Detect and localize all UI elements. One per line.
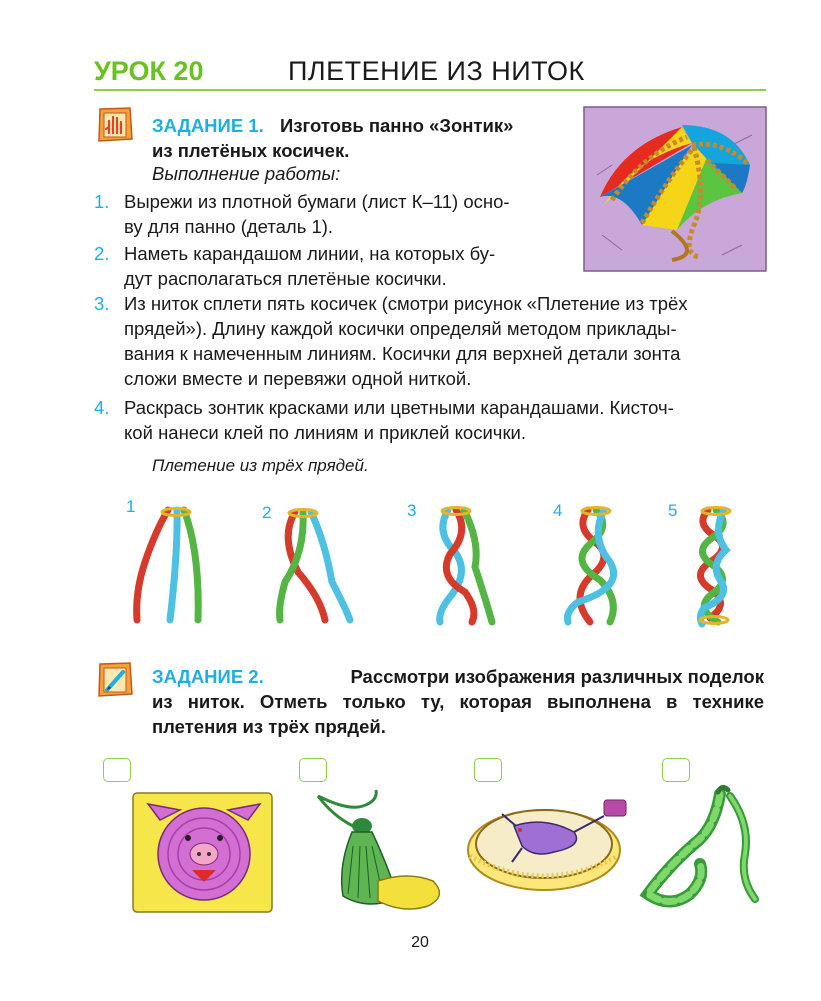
braid-stage-2 — [280, 510, 350, 621]
braid-stage-1 — [137, 509, 199, 621]
page-number: 20 — [411, 934, 429, 951]
craft-checkbox-tassel[interactable] — [299, 758, 327, 782]
braid-caption: Плетение из трёх прядей. — [152, 456, 369, 475]
braid-stage-4 — [567, 508, 613, 623]
braid-stage-number-1: 1 — [126, 497, 136, 516]
braid-stage-number-4: 4 — [553, 501, 563, 520]
step-2-number: 2. — [94, 243, 110, 264]
hand-icon — [95, 105, 135, 145]
task2-heading — [152, 664, 764, 689]
task1-label: ЗАДАНИЕ 1. — [152, 115, 264, 136]
lesson-title: ПЛЕТЕНИЕ ИЗ НИТОК — [288, 56, 585, 86]
step-4-line1: Раскрась зонтик красками или цветными карандашами. Кисточ- — [124, 397, 674, 418]
task2-label: ЗАДАНИЕ 2. — [152, 666, 264, 687]
task2-text-line2: из ниток. Отметь только ту, которая выполнена в технике — [152, 691, 764, 712]
braid-stage-number-2: 2 — [262, 503, 272, 522]
step-1-line2: ву для панно (деталь 1). — [124, 216, 334, 237]
pencil-icon — [95, 660, 135, 700]
step-1-line1: Вырежи из плотной бумаги (лист К–11) осно- — [124, 191, 510, 212]
braid-stages-figure — [120, 492, 740, 632]
step-2-line2: дут располагаться плетёные косички. — [124, 268, 447, 289]
task2-text-line3: плетения из трёх прядей. — [152, 716, 386, 737]
step-3-line3: вания к намеченным линиям. Косички для верхней детали зонта — [124, 343, 681, 364]
step-3-number: 3. — [94, 293, 110, 314]
braid-stage-5 — [700, 508, 730, 625]
pig-thread-craft-image — [130, 790, 275, 915]
craft-checkbox-embroidery[interactable] — [474, 758, 502, 782]
tassel-thread-craft-image — [308, 786, 453, 916]
task1-subheading: Выполнение работы: — [152, 163, 341, 184]
embroidery-hoop-craft-image — [464, 786, 632, 896]
braided-thread-craft-image — [630, 784, 770, 914]
braid-stage-3 — [440, 508, 492, 623]
step-1-number: 1. — [94, 191, 110, 212]
braid-stage-number-5: 5 — [668, 501, 678, 520]
step-3-line4: сложи вместе и перевяжи одной ниткой. — [124, 368, 472, 389]
step-3-line1: Из ниток сплети пять косичек (смотри рисунок «Плетение из трёх — [124, 293, 688, 314]
steps-list — [94, 189, 769, 449]
craft-checkbox-pig[interactable] — [103, 758, 131, 782]
craft-checkbox-braid[interactable] — [662, 758, 690, 782]
step-4-number: 4. — [94, 397, 110, 418]
step-2-line1: Наметь карандашом линии, на которых бу- — [124, 243, 496, 264]
step-4-line2: кой нанеси клей по линиям и приклей косички. — [124, 422, 527, 443]
header-divider — [94, 89, 766, 91]
task1-text-line1: Изготовь панно «Зонтик» — [280, 115, 514, 136]
task1-text-line2: из плетёных косичек. — [152, 140, 350, 161]
lesson-number: УРОК 20 — [94, 56, 204, 86]
braid-stage-number-3: 3 — [407, 501, 417, 520]
task2-text-line1: Рассмотри изображения различных поделок — [350, 666, 764, 687]
step-3-line2: прядей»). Длину каждой косички определяй методом приклады- — [124, 318, 677, 339]
task1-heading — [152, 113, 513, 138]
